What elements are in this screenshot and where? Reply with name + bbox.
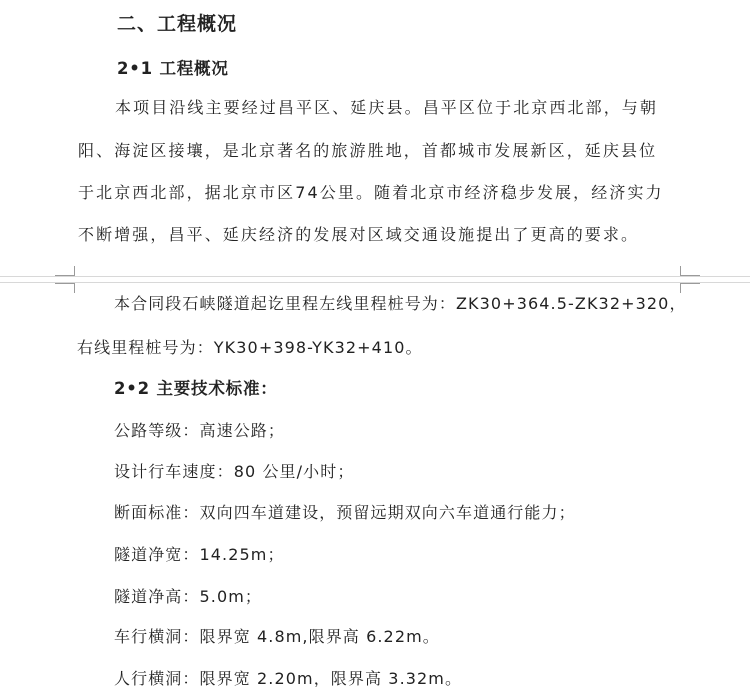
- paragraph-line: 本合同段石峡隧道起讫里程左线里程桩号为：ZK30+364.5-ZK32+320，: [114, 294, 687, 313]
- spec-item: 隧道净高：5.0m；: [114, 587, 263, 606]
- spec-item: 设计行车速度：80 公里/小时；: [114, 462, 355, 481]
- page-break: [0, 276, 750, 283]
- spec-item: 车行横洞：限界宽 4.8m,限界高 6.22m。: [114, 627, 440, 646]
- page-corner-mark: [680, 283, 700, 293]
- paragraph-line: 阳、海淀区接壤，是北京著名的旅游胜地，首都城市发展新区，延庆县位: [78, 141, 658, 160]
- chapter-heading: 二、工程概况: [117, 13, 238, 35]
- spec-item: 断面标准：双向四车道建设，预留远期双向六车道通行能力；: [114, 503, 576, 522]
- spec-item: 人行横洞：限界宽 2.20m，限界高 3.32m。: [114, 669, 463, 687]
- paragraph-line: 不断增强，昌平、延庆经济的发展对区域交通设施提出了更高的要求。: [78, 225, 640, 244]
- section-heading-2-1: 2•1 工程概况: [117, 59, 229, 78]
- section-heading-2-2: 2•2 主要技术标准：: [114, 379, 278, 398]
- spec-item: 公路等级：高速公路；: [114, 421, 286, 440]
- spec-item: 隧道净宽：14.25m；: [114, 545, 285, 564]
- page-corner-mark: [55, 283, 75, 293]
- page-corner-mark: [55, 266, 75, 276]
- paragraph-line: 于北京西北部，据北京市区74公里。随着北京市经济稳步发展，经济实力: [78, 183, 664, 202]
- page-corner-mark: [680, 266, 700, 276]
- paragraph-line: 右线里程桩号为：YK30+398-YK32+410。: [77, 338, 423, 357]
- paragraph-line: 本项目沿线主要经过昌平区、延庆县。昌平区位于北京西北部，与朝: [115, 98, 659, 117]
